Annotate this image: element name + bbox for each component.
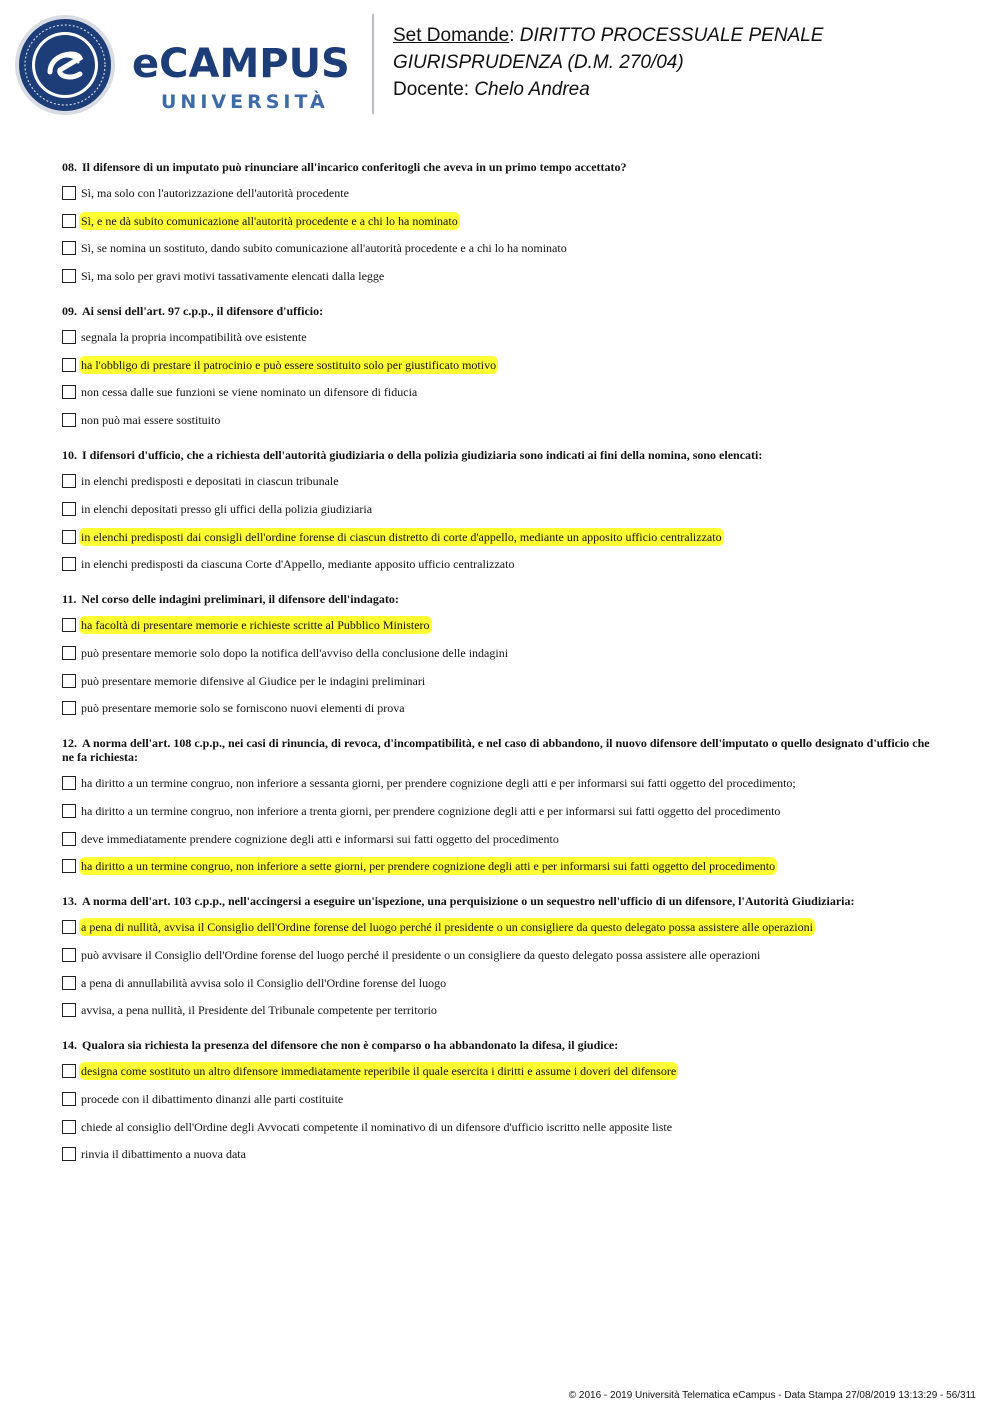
correct-answer-text: designa come sostituto un altro difensore immediatamente reperibile il quale esercita i diritti e assume i doveri del difensore [81, 1064, 677, 1079]
answer-text: Sì, se nomina un sostituto, dando subito comunicazione all'autorità procedente e a chi lo ha nominato [81, 241, 567, 256]
answer-checkbox[interactable] [62, 474, 76, 488]
answer-checkbox[interactable] [62, 241, 76, 255]
question-number: 13. [62, 894, 77, 909]
question-text [62, 592, 942, 606]
answer-checkbox[interactable] [62, 413, 76, 427]
answer-option[interactable] [62, 1062, 942, 1080]
answer-option[interactable] [62, 500, 942, 518]
answer-checkbox[interactable] [62, 385, 76, 399]
course-name: DIRITTO PROCESSUALE PENALE [519, 25, 824, 46]
answer-checkbox[interactable] [62, 948, 76, 962]
answer-text: deve immediatamente prendere cognizione degli atti e informarsi sui fatti oggetto del procedimento [81, 831, 559, 846]
question-text [62, 1038, 942, 1052]
answer-option[interactable] [62, 383, 942, 401]
answer-option[interactable] [62, 184, 942, 202]
question-prompt: Ai sensi dell'art. 97 c.p.p., il difensore d'ufficio: [82, 304, 324, 319]
question-prompt: A norma dell'art. 108 c.p.p., nei casi di rinuncia, di revoca, d'incompatibilità, e nel caso di abbandono, il nuovo difensore dell'imputato o quello designato d'ufficio che ne fa richiesta: [62, 736, 930, 765]
answer-checkbox[interactable] [62, 358, 76, 372]
page-header [0, 0, 1000, 125]
teacher-line [393, 76, 823, 103]
answer-checkbox[interactable] [62, 804, 76, 818]
answer-text: può presentare memorie solo dopo la notifica dell'avviso della conclusione delle indagini [81, 645, 509, 660]
answer-text: ha diritto a un termine congruo, non inferiore a trenta giorni, per prendere cognizione degli atti e per informarsi sui fatti oggetto del procedimento [81, 803, 781, 818]
question-text [62, 160, 942, 174]
answer-option[interactable] [62, 616, 942, 634]
answer-option[interactable] [62, 672, 942, 690]
teacher-name: Chelo Andrea [474, 79, 590, 100]
answer-checkbox[interactable] [62, 618, 76, 632]
question-number: 10. [62, 448, 77, 463]
answer-option[interactable] [62, 212, 942, 230]
answer-checkbox[interactable] [62, 976, 76, 990]
answer-option[interactable] [62, 699, 942, 717]
answer-checkbox[interactable] [62, 1064, 76, 1078]
logo-wordmark: eCAMPUS [132, 41, 350, 87]
answer-text: ha diritto a un termine congruo, non inferiore a sessanta giorni, per prendere cognizione degli atti e per informarsi sui fatti oggetto del procedimento; [81, 776, 796, 791]
question-prompt: Il difensore di un imputato può rinunciare all'incarico conferitogli che aveva in un primo tempo accettato? [82, 160, 627, 174]
answer-option[interactable] [62, 472, 942, 490]
set-label: Set Domande [393, 25, 510, 46]
answer-option[interactable] [62, 802, 942, 820]
answer-text: in elenchi predisposti e depositati in ciascun tribunale [81, 474, 339, 489]
question-text [62, 304, 942, 318]
answer-checkbox[interactable] [62, 1092, 76, 1106]
correct-answer-text: in elenchi predisposti dai consigli dell'ordine forense di ciascun distretto di corte d'appello, mediante un apposito ufficio centralizzato [81, 529, 722, 544]
course-info [393, 22, 823, 103]
answer-text: può avvisare il Consiglio dell'Ordine forense del luogo perché il presidente o un consigliere da questo delegato possa assistere alle operazioni [81, 948, 761, 962]
question-number: 11. [62, 592, 77, 607]
answer-text: a pena di annullabilità avvisa solo il Consiglio dell'Ordine forense del luogo [81, 975, 447, 990]
question-text [62, 894, 942, 908]
answer-text: segnala la propria incompatibilità ove esistente [81, 330, 307, 345]
answer-option[interactable] [62, 239, 942, 257]
answer-option[interactable] [62, 974, 942, 992]
answer-checkbox[interactable] [62, 557, 76, 571]
answer-option[interactable] [62, 411, 942, 429]
question-block [62, 304, 942, 429]
correct-answer-text: a pena di nullità, avvisa il Consiglio dell'Ordine forense del luogo perché il presidente o un consigliere da questo delegato possa assistere alle operazioni [81, 920, 813, 935]
header-divider [372, 14, 374, 114]
answer-option[interactable] [62, 946, 942, 964]
question-block [62, 894, 942, 1019]
answer-text: può presentare memorie difensive al Giudice per le indagini preliminari [81, 673, 426, 688]
set-separator: : [509, 25, 520, 46]
question-number: 14. [62, 1038, 77, 1053]
question-list [62, 160, 942, 1182]
question-prompt: I difensori d'ufficio, che a richiesta dell'autorità giudiziaria o della polizia giudiziaria sono indicati ai fini della nomina, sono elencati: [82, 448, 763, 463]
answer-option[interactable] [62, 644, 942, 662]
answer-text: chiede al consiglio dell'Ordine degli Avvocati competente il nominativo di un difensore d'ufficio iscritto nelle apposite liste [81, 1119, 673, 1134]
ecampus-logo [14, 14, 374, 114]
answer-option[interactable] [62, 267, 942, 285]
answer-text: in elenchi predisposti da ciascuna Corte d'Appello, mediante apposito ufficio centralizzato [81, 557, 515, 572]
question-block [62, 160, 942, 285]
page-footer: © 2016 - 2019 Università Telematica eCampus - Data Stampa 27/08/2019 13:13:29 - 56/311 [568, 1390, 976, 1401]
answer-text: procede con il dibattimento dinanzi alle parti costituite [81, 1092, 344, 1107]
answer-text: Sì, ma solo con l'autorizzazione dell'autorità procedente [81, 186, 349, 200]
logo-subtitle: UNIVERSITÀ [161, 91, 329, 113]
question-prompt: Qualora sia richiesta la presenza del difensore che non è comparso o ha abbandonato la difesa, il giudice: [82, 1038, 619, 1053]
answer-checkbox[interactable] [62, 1147, 76, 1161]
answer-checkbox[interactable] [62, 832, 76, 846]
correct-answer-text: ha facoltà di presentare memorie e richieste scritte al Pubblico Ministero [81, 618, 430, 633]
answer-option[interactable] [62, 830, 942, 848]
course-line [393, 22, 823, 49]
answer-text: avvisa, a pena nullità, il Presidente del Tribunale competente per territorio [81, 1003, 437, 1018]
question-block [62, 448, 942, 573]
answer-checkbox[interactable] [62, 530, 76, 544]
correct-answer-text: Sì, e ne dà subito comunicazione all'autorità procedente e a chi lo ha nominato [81, 213, 458, 228]
answer-text: rinvia il dibattimento a nuova data [81, 1147, 246, 1162]
answer-option[interactable] [62, 918, 942, 936]
question-block [62, 592, 942, 717]
answer-checkbox[interactable] [62, 1003, 76, 1017]
answer-checkbox[interactable] [62, 646, 76, 660]
answer-option[interactable] [62, 857, 942, 875]
question-number: 12. [62, 736, 77, 751]
answer-checkbox[interactable] [62, 186, 76, 200]
answer-text: non cessa dalle sue funzioni se viene nominato un difensore di fiducia [81, 385, 418, 400]
answer-checkbox[interactable] [62, 1120, 76, 1134]
teacher-label: Docente: [393, 79, 475, 100]
answer-option[interactable] [62, 1118, 942, 1136]
question-prompt: A norma dell'art. 103 c.p.p., nell'accingersi a eseguire un'ispezione, una perquisizione o un sequestro nell'ufficio di un difensore, l'Autorità Giudiziaria: [82, 894, 855, 909]
answer-option[interactable] [62, 1090, 942, 1108]
question-text [62, 448, 942, 462]
answer-checkbox[interactable] [62, 859, 76, 873]
question-block [62, 736, 942, 875]
answer-checkbox[interactable] [62, 269, 76, 283]
answer-option[interactable] [62, 555, 942, 573]
question-prompt: Nel corso delle indagini preliminari, il difensore dell'indagato: [81, 592, 399, 607]
answer-checkbox[interactable] [62, 330, 76, 344]
question-number: 09. [62, 304, 77, 319]
answer-checkbox[interactable] [62, 214, 76, 228]
answer-option[interactable] [62, 1001, 942, 1019]
answer-option[interactable] [62, 774, 942, 792]
question-text [62, 736, 942, 764]
answer-text: Sì, ma solo per gravi motivi tassativamente elencati dalla legge [81, 269, 385, 284]
answer-option[interactable] [62, 528, 942, 546]
answer-checkbox[interactable] [62, 920, 76, 934]
answer-text: in elenchi depositati presso gli uffici della polizia giudiziaria [81, 501, 373, 516]
answer-checkbox[interactable] [62, 674, 76, 688]
answer-option[interactable] [62, 1145, 942, 1163]
answer-checkbox[interactable] [62, 701, 76, 715]
answer-text: non può mai essere sostituito [81, 413, 221, 428]
answer-checkbox[interactable] [62, 776, 76, 790]
question-block [62, 1038, 942, 1163]
question-number: 08. [62, 160, 77, 174]
answer-option[interactable] [62, 328, 942, 346]
correct-answer-text: ha diritto a un termine congruo, non inferiore a sette giorni, per prendere cognizione degli atti e per informarsi sui fatti oggetto del procedimento [81, 859, 776, 874]
correct-answer-text: ha l'obbligo di prestare il patrocinio e può essere sostituito solo per giustificato motivo [81, 357, 497, 372]
answer-checkbox[interactable] [62, 502, 76, 516]
program-name: GIURISPRUDENZA (D.M. 270/04) [393, 52, 684, 73]
answer-option[interactable] [62, 356, 942, 374]
university-seal-icon [14, 14, 116, 116]
answer-text: può presentare memorie solo se forniscono nuovi elementi di prova [81, 701, 405, 716]
